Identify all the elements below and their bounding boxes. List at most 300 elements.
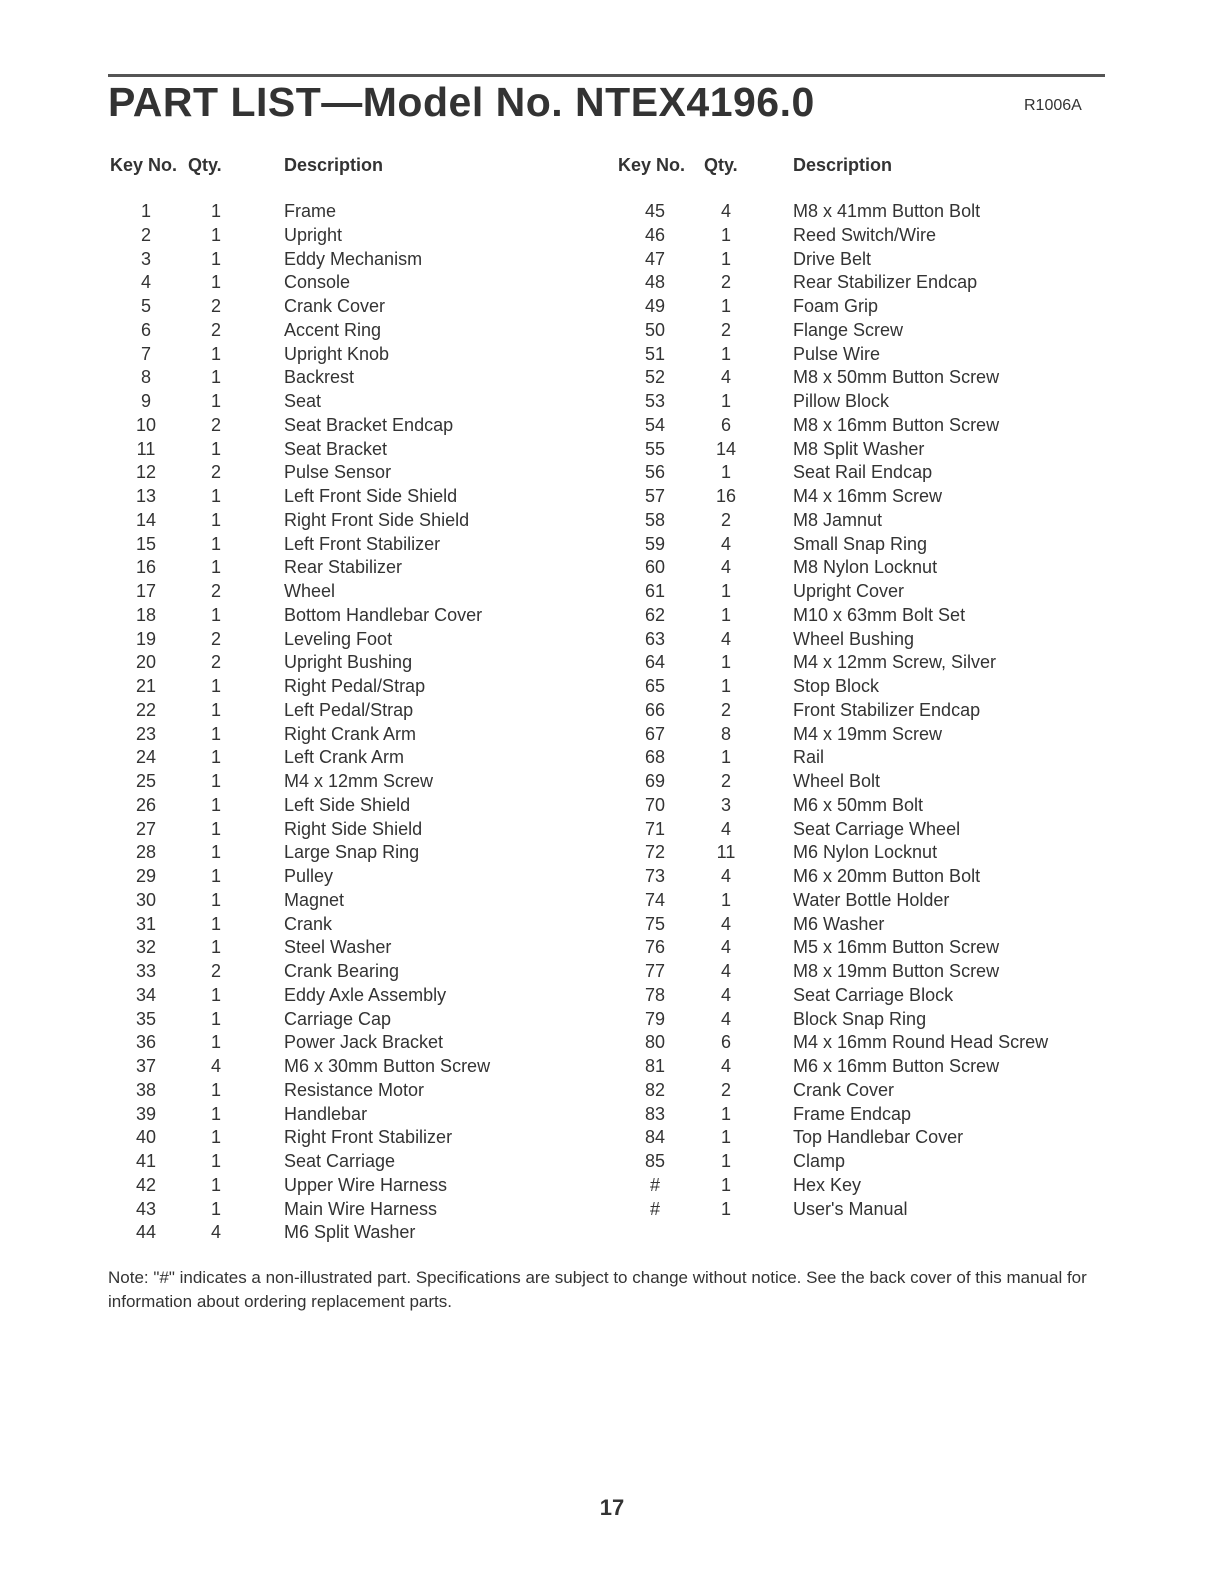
key-number: 35 <box>135 1008 157 1029</box>
table-row <box>618 675 1098 699</box>
table-row <box>110 913 580 937</box>
quantity: 2 <box>210 581 221 601</box>
quantity: 4 <box>210 1222 221 1243</box>
table-row <box>110 343 580 367</box>
quantity: 4 <box>720 533 731 554</box>
part-description: M6 x 20mm Button Bolt <box>793 866 981 886</box>
key-number: 72 <box>644 842 666 863</box>
table-row <box>110 461 580 485</box>
part-description: Upright Bushing <box>284 652 413 673</box>
part-description: M6 x 50mm Bolt <box>793 794 924 815</box>
key-number: 29 <box>135 866 157 886</box>
part-description: Block Snap Ring <box>793 1008 927 1029</box>
key-number: 46 <box>644 224 666 245</box>
quantity: 4 <box>720 557 731 578</box>
table-row <box>110 1079 580 1103</box>
table-row <box>110 1198 580 1222</box>
key-number: 63 <box>644 628 666 649</box>
key-number: 79 <box>644 1008 666 1029</box>
key-number: 77 <box>644 961 666 981</box>
quantity: 4 <box>720 1056 731 1076</box>
qty-header: Qty. <box>188 155 222 175</box>
key-number: 23 <box>135 723 157 744</box>
table-row <box>618 271 1098 295</box>
key-number: 71 <box>644 818 666 839</box>
key-number: 17 <box>135 581 157 601</box>
part-description: M4 x 19mm Screw <box>793 723 943 744</box>
quantity: 1 <box>210 1103 221 1124</box>
part-description: Top Handlebar Cover <box>793 1127 964 1148</box>
key-number: 83 <box>644 1103 666 1124</box>
part-description: M8 x 41mm Button Bolt <box>793 201 981 221</box>
table-row <box>618 628 1098 652</box>
key-number: 67 <box>644 723 666 744</box>
part-description: M6 Split Washer <box>284 1222 416 1243</box>
part-description: Seat Carriage Wheel <box>793 818 961 839</box>
part-description: Magnet <box>284 889 345 910</box>
table-row <box>618 1079 1098 1103</box>
quantity: 6 <box>720 414 731 435</box>
part-description: Upright <box>284 224 343 245</box>
table-row <box>618 865 1098 889</box>
quantity: 1 <box>210 889 221 910</box>
table-row <box>618 1150 1098 1174</box>
quantity: 2 <box>210 319 221 340</box>
quantity: 1 <box>720 391 731 411</box>
part-description: Frame <box>284 201 337 221</box>
quantity: 4 <box>720 984 731 1005</box>
key-number: 74 <box>644 889 666 910</box>
part-description: Right Side Shield <box>284 818 423 839</box>
table-row <box>618 1055 1098 1079</box>
table-row <box>110 533 580 557</box>
quantity: 2 <box>210 652 221 673</box>
part-description: M8 x 16mm Button Screw <box>793 414 1000 435</box>
key-number: 25 <box>135 771 157 791</box>
part-description: Front Stabilizer Endcap <box>793 699 981 720</box>
part-description: Crank Bearing <box>284 961 400 981</box>
key-number: 84 <box>644 1127 666 1148</box>
table-row <box>618 723 1098 747</box>
key-number: 85 <box>644 1151 666 1171</box>
parts-column-left <box>110 155 580 1243</box>
part-description: Right Crank Arm <box>284 723 417 744</box>
quantity: 1 <box>210 224 221 245</box>
quantity: 4 <box>720 367 731 388</box>
key-number: 73 <box>644 866 666 886</box>
quantity: 1 <box>210 272 221 293</box>
table-row <box>618 770 1098 794</box>
key-number: 3 <box>140 248 151 269</box>
table-row <box>110 984 580 1008</box>
table-row <box>618 343 1098 367</box>
part-description: User's Manual <box>793 1198 908 1219</box>
table-row <box>618 1008 1098 1032</box>
key-number: 56 <box>644 462 666 483</box>
key-number: 9 <box>140 391 151 411</box>
parts-list-right <box>618 200 1098 1221</box>
key-number: 5 <box>140 296 151 316</box>
part-description: Bottom Handlebar Cover <box>284 604 483 625</box>
quantity: 14 <box>715 438 737 459</box>
part-description: Flange Screw <box>793 319 904 340</box>
key-number: 12 <box>135 462 157 483</box>
quantity: 2 <box>210 414 221 435</box>
part-description: Crank Cover <box>793 1079 895 1100</box>
part-description: M4 x 12mm Screw, Silver <box>793 652 997 673</box>
part-description: Drive Belt <box>793 248 872 269</box>
part-description: Wheel Bushing <box>793 628 915 649</box>
key-number: 38 <box>135 1079 157 1100</box>
key-number: 15 <box>135 533 157 554</box>
key-number: 44 <box>135 1222 157 1243</box>
quantity: 8 <box>720 723 731 744</box>
key-number: 51 <box>644 343 666 364</box>
table-row <box>110 366 580 390</box>
part-description: M6 Washer <box>793 913 885 934</box>
part-description: M6 Nylon Locknut <box>793 842 938 863</box>
table-row <box>618 1198 1098 1222</box>
key-number: 82 <box>644 1079 666 1100</box>
table-row <box>618 295 1098 319</box>
table-row <box>618 1126 1098 1150</box>
quantity: 4 <box>720 913 731 934</box>
part-description: Reed Switch/Wire <box>793 224 937 245</box>
table-row <box>618 818 1098 842</box>
part-description: Seat Carriage <box>284 1151 396 1171</box>
table-row <box>110 390 580 414</box>
quantity: 4 <box>720 628 731 649</box>
table-row <box>618 889 1098 913</box>
quantity: 1 <box>720 889 731 910</box>
table-row <box>110 248 580 272</box>
table-row <box>618 913 1098 937</box>
part-description: Eddy Mechanism <box>284 248 423 269</box>
key-number: 43 <box>135 1198 157 1219</box>
table-row <box>110 509 580 533</box>
quantity: 1 <box>210 794 221 815</box>
quantity: 1 <box>720 462 731 483</box>
key-number: 52 <box>644 367 666 388</box>
table-row <box>618 984 1098 1008</box>
part-description: Seat Bracket <box>284 438 388 459</box>
key-number: 10 <box>135 414 157 435</box>
quantity: 2 <box>210 296 221 316</box>
quantity: 1 <box>210 248 221 269</box>
table-row <box>110 889 580 913</box>
quantity: 1 <box>210 604 221 625</box>
table-row <box>618 699 1098 723</box>
part-description: Wheel <box>284 581 336 601</box>
quantity: 4 <box>720 1008 731 1029</box>
table-row <box>110 818 580 842</box>
part-description: Eddy Axle Assembly <box>284 984 447 1005</box>
part-description: Rear Stabilizer Endcap <box>793 272 978 293</box>
table-row <box>618 936 1098 960</box>
table-row <box>110 841 580 865</box>
part-description: Water Bottle Holder <box>793 889 950 910</box>
key-number: 62 <box>644 604 666 625</box>
table-row <box>110 1221 580 1245</box>
table-row <box>110 746 580 770</box>
page-number: 17 <box>599 1495 625 1520</box>
key-number: 70 <box>644 794 666 815</box>
part-description: Pulse Wire <box>793 343 881 364</box>
key-no-header: Key No. <box>618 155 686 175</box>
part-description: Seat Bracket Endcap <box>284 414 454 435</box>
key-number: # <box>649 1198 660 1219</box>
key-number: 75 <box>644 913 666 934</box>
part-description: Main Wire Harness <box>284 1198 438 1219</box>
table-row <box>110 319 580 343</box>
key-number: 66 <box>644 699 666 720</box>
table-row <box>618 1174 1098 1198</box>
quantity: 1 <box>720 747 731 768</box>
part-description: Console <box>284 272 351 293</box>
part-description: Left Front Side Shield <box>284 486 458 506</box>
table-row <box>110 604 580 628</box>
part-description: Clamp <box>793 1151 846 1171</box>
table-row <box>110 271 580 295</box>
table-row <box>110 485 580 509</box>
parts-column-right <box>618 155 1098 1219</box>
quantity: 1 <box>210 842 221 863</box>
description-header: Description <box>284 155 384 175</box>
quantity: 1 <box>210 533 221 554</box>
key-number: 7 <box>140 343 151 364</box>
quantity: 1 <box>210 1151 221 1171</box>
key-number: 76 <box>644 937 666 958</box>
key-number: 57 <box>644 486 666 506</box>
quantity: 1 <box>210 201 221 221</box>
quantity: 1 <box>720 604 731 625</box>
part-description: M6 x 16mm Button Screw <box>793 1056 1000 1076</box>
quantity: 2 <box>720 699 731 720</box>
key-number: 40 <box>135 1127 157 1148</box>
quantity: 4 <box>210 1056 221 1076</box>
table-row <box>110 675 580 699</box>
table-row <box>618 461 1098 485</box>
table-row <box>618 604 1098 628</box>
quantity: 4 <box>720 866 731 886</box>
part-description: Rear Stabilizer <box>284 557 403 578</box>
part-description: Pulse Sensor <box>284 462 392 483</box>
quantity: 1 <box>210 866 221 886</box>
quantity: 1 <box>210 723 221 744</box>
key-number: 24 <box>135 747 157 768</box>
quantity: 1 <box>210 557 221 578</box>
key-number: 37 <box>135 1056 157 1076</box>
key-number: # <box>649 1174 660 1195</box>
quantity: 1 <box>210 699 221 720</box>
part-description: Seat Carriage Block <box>793 984 954 1005</box>
table-row <box>618 580 1098 604</box>
key-number: 68 <box>644 747 666 768</box>
quantity: 1 <box>210 818 221 839</box>
quantity: 2 <box>210 462 221 483</box>
key-number: 31 <box>135 913 157 934</box>
table-row <box>618 651 1098 675</box>
part-description: M4 x 16mm Screw <box>793 486 943 506</box>
table-row <box>618 509 1098 533</box>
key-number: 36 <box>135 1032 157 1053</box>
key-no-header: Key No. <box>110 155 178 175</box>
key-number: 22 <box>135 699 157 720</box>
table-row <box>618 533 1098 557</box>
part-description: Upper Wire Harness <box>284 1174 448 1195</box>
table-row <box>618 366 1098 390</box>
table-row <box>618 224 1098 248</box>
part-description: M10 x 63mm Bolt Set <box>793 604 966 625</box>
part-description: Pulley <box>284 866 334 886</box>
quantity: 16 <box>715 486 737 506</box>
part-description: M6 x 30mm Button Screw <box>284 1056 491 1076</box>
part-description: Frame Endcap <box>793 1103 912 1124</box>
key-number: 2 <box>140 224 151 245</box>
part-description: M4 x 12mm Screw <box>284 771 434 791</box>
quantity: 4 <box>720 961 731 981</box>
part-description: Rail <box>793 747 825 768</box>
key-number: 16 <box>135 557 157 578</box>
key-number: 55 <box>644 438 666 459</box>
parts-list-left <box>110 200 580 1245</box>
key-number: 81 <box>644 1056 666 1076</box>
quantity: 1 <box>210 937 221 958</box>
part-description: Handlebar <box>284 1103 368 1124</box>
part-description: Left Pedal/Strap <box>284 699 414 720</box>
quantity: 2 <box>720 272 731 293</box>
key-number: 21 <box>135 676 157 696</box>
document-code: R1006A <box>1024 97 1082 114</box>
table-row <box>618 794 1098 818</box>
table-row <box>618 248 1098 272</box>
key-number: 28 <box>135 842 157 863</box>
quantity: 1 <box>210 747 221 768</box>
key-number: 34 <box>135 984 157 1005</box>
quantity: 1 <box>720 1127 731 1148</box>
table-row <box>110 794 580 818</box>
part-description: M8 Nylon Locknut <box>793 557 938 578</box>
part-description: Power Jack Bracket <box>284 1032 444 1053</box>
page-title: PART LIST—Model No. NTEX4196.0 <box>108 79 815 125</box>
quantity: 1 <box>720 1103 731 1124</box>
key-number: 11 <box>136 438 156 459</box>
key-number: 26 <box>135 794 157 815</box>
table-row <box>110 1126 580 1150</box>
table-row <box>110 628 580 652</box>
quantity: 1 <box>210 438 221 459</box>
part-description: Carriage Cap <box>284 1008 392 1029</box>
quantity: 1 <box>720 343 731 364</box>
quantity: 2 <box>720 509 731 530</box>
table-row <box>110 556 580 580</box>
table-row <box>110 295 580 319</box>
table-row <box>110 438 580 462</box>
quantity: 1 <box>210 1198 221 1219</box>
part-description: Resistance Motor <box>284 1079 425 1100</box>
key-number: 47 <box>644 248 666 269</box>
quantity: 1 <box>210 1127 221 1148</box>
key-number: 30 <box>135 889 157 910</box>
quantity: 1 <box>210 913 221 934</box>
quantity: 1 <box>720 248 731 269</box>
key-number: 8 <box>140 367 151 388</box>
quantity: 1 <box>720 224 731 245</box>
key-number: 80 <box>644 1032 666 1053</box>
part-description: Right Pedal/Strap <box>284 676 426 696</box>
quantity: 2 <box>720 319 731 340</box>
key-number: 20 <box>135 652 157 673</box>
qty-header: Qty. <box>704 155 738 175</box>
table-row <box>110 200 580 224</box>
table-row <box>618 485 1098 509</box>
quantity: 2 <box>720 1079 731 1100</box>
key-number: 32 <box>135 937 157 958</box>
part-description: Crank <box>284 913 333 934</box>
part-description: M8 Jamnut <box>793 509 883 530</box>
quantity: 2 <box>210 961 221 981</box>
table-row <box>618 746 1098 770</box>
table-row <box>110 865 580 889</box>
table-row <box>110 651 580 675</box>
part-description: Left Crank Arm <box>284 747 405 768</box>
part-description: Upright Knob <box>284 343 390 364</box>
part-description: Leveling Foot <box>284 628 393 649</box>
quantity: 1 <box>720 676 731 696</box>
key-number: 42 <box>135 1174 157 1195</box>
quantity: 1 <box>210 509 221 530</box>
part-description: Backrest <box>284 367 355 388</box>
key-number: 13 <box>135 486 157 506</box>
quantity: 6 <box>720 1032 731 1053</box>
quantity: 2 <box>720 771 731 791</box>
key-number: 27 <box>135 818 157 839</box>
table-row <box>618 200 1098 224</box>
table-row <box>110 1103 580 1127</box>
description-header: Description <box>793 155 893 175</box>
quantity: 4 <box>720 937 731 958</box>
key-number: 39 <box>135 1103 157 1124</box>
quantity: 2 <box>210 628 221 649</box>
quantity: 1 <box>210 367 221 388</box>
part-description: Small Snap Ring <box>793 533 928 554</box>
quantity: 1 <box>210 391 221 411</box>
part-description: M8 Split Washer <box>793 438 925 459</box>
table-row <box>110 699 580 723</box>
table-row <box>110 1008 580 1032</box>
quantity: 3 <box>720 794 731 815</box>
key-number: 60 <box>644 557 666 578</box>
part-description: Crank Cover <box>284 296 386 316</box>
table-row <box>618 1103 1098 1127</box>
table-row <box>618 960 1098 984</box>
part-description: Seat <box>284 391 322 411</box>
table-row <box>110 414 580 438</box>
column-headers-right <box>618 155 1098 179</box>
table-row <box>110 960 580 984</box>
table-row <box>110 723 580 747</box>
key-number: 49 <box>644 296 666 316</box>
key-number: 45 <box>644 201 666 221</box>
key-number: 14 <box>135 509 157 530</box>
part-description: M4 x 16mm Round Head Screw <box>793 1032 1049 1053</box>
part-description: Foam Grip <box>793 296 879 316</box>
key-number: 58 <box>644 509 666 530</box>
part-description: Pillow Block <box>793 391 890 411</box>
part-description: M5 x 16mm Button Screw <box>793 937 1000 958</box>
key-number: 4 <box>140 272 151 293</box>
key-number: 53 <box>644 391 666 411</box>
